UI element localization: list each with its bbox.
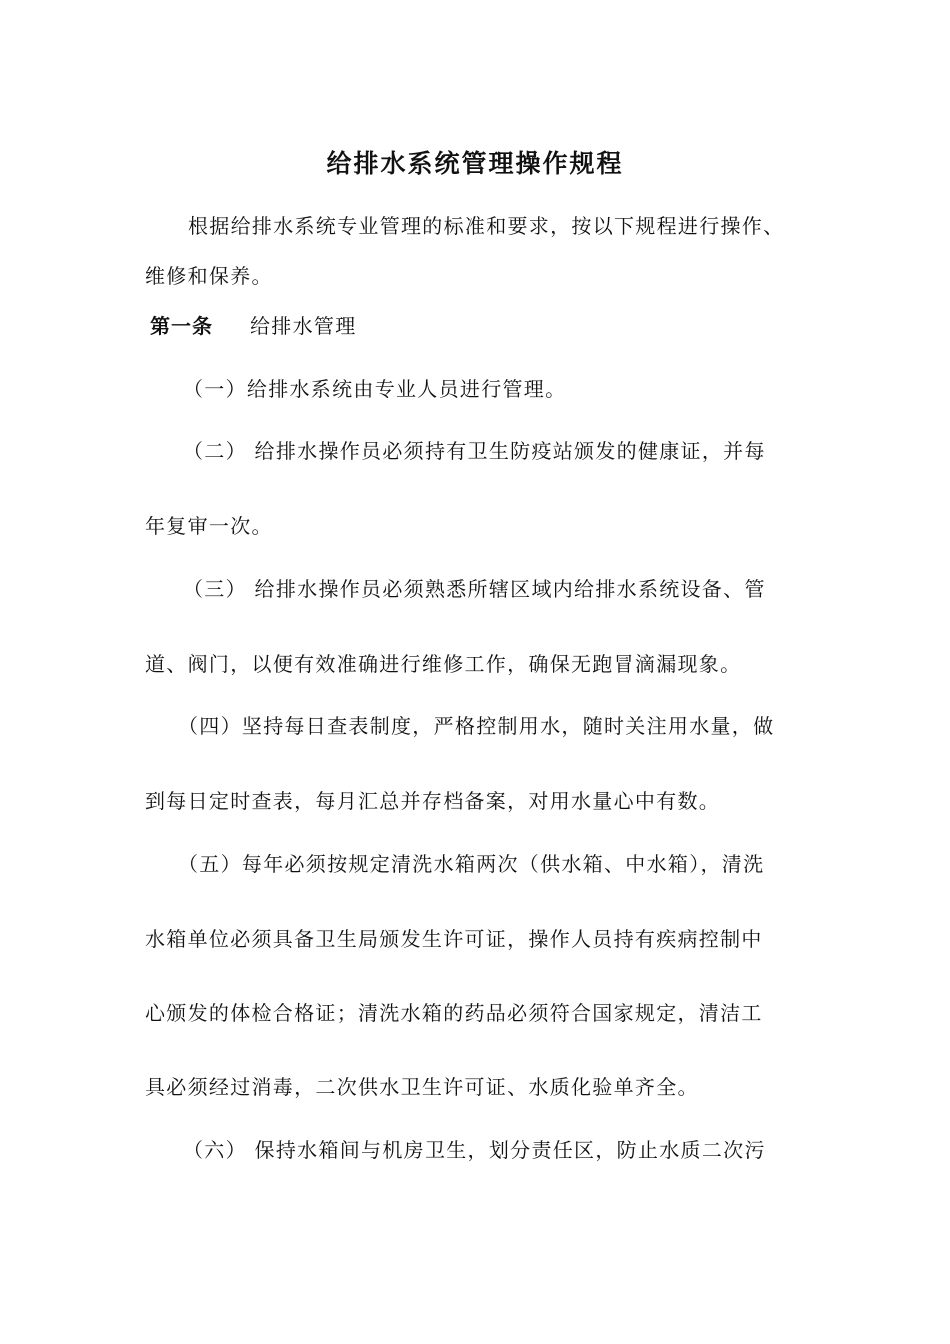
item-5-line-3: 心颁发的体检合格证；清洗水箱的药品必须符合国家规定，清洁工 bbox=[145, 1001, 763, 1025]
item-2-line-2: 年复审一次。 bbox=[145, 514, 273, 538]
item-2-line-1: （二） 给排水操作员必须持有卫生防疫站颁发的健康证，并每 bbox=[183, 439, 766, 463]
article-1-label: 第一条 bbox=[150, 314, 213, 338]
item-5-line-1: （五）每年必须按规定清洗水箱两次（供水箱、中水箱），清洗 bbox=[178, 852, 765, 876]
intro-line-2: 维修和保养。 bbox=[145, 264, 273, 288]
item-5-line-4: 具必须经过消毒，二次供水卫生许可证、水质化验单齐全。 bbox=[145, 1075, 699, 1099]
item-6-line-1: （六） 保持水箱间与机房卫生，划分责任区，防止水质二次污 bbox=[183, 1138, 766, 1162]
item-1-line-1: （一）给排水系统由专业人员进行管理。 bbox=[183, 377, 567, 401]
item-3-line-1: （三） 给排水操作员必须熟悉所辖区域内给排水系统设备、管 bbox=[183, 577, 766, 601]
document-title: 给排水系统管理操作规程 bbox=[326, 149, 624, 178]
item-4-line-1: （四）坚持每日查表制度，严格控制用水，随时关注用水量，做 bbox=[178, 714, 775, 738]
item-3-line-2: 道、阀门，以便有效准确进行维修工作，确保无跑冒滴漏现象。 bbox=[145, 652, 742, 676]
item-5-line-2: 水箱单位必须具备卫生局颁发生许可证，操作人员持有疾病控制中 bbox=[145, 927, 763, 951]
article-1-name: 给排水管理 bbox=[250, 314, 357, 338]
item-4-line-2: 到每日定时查表，每月汇总并存档备案，对用水量心中有数。 bbox=[145, 789, 721, 813]
intro-line-1: 根据给排水系统专业管理的标准和要求，按以下规程进行操作、 bbox=[188, 214, 785, 238]
